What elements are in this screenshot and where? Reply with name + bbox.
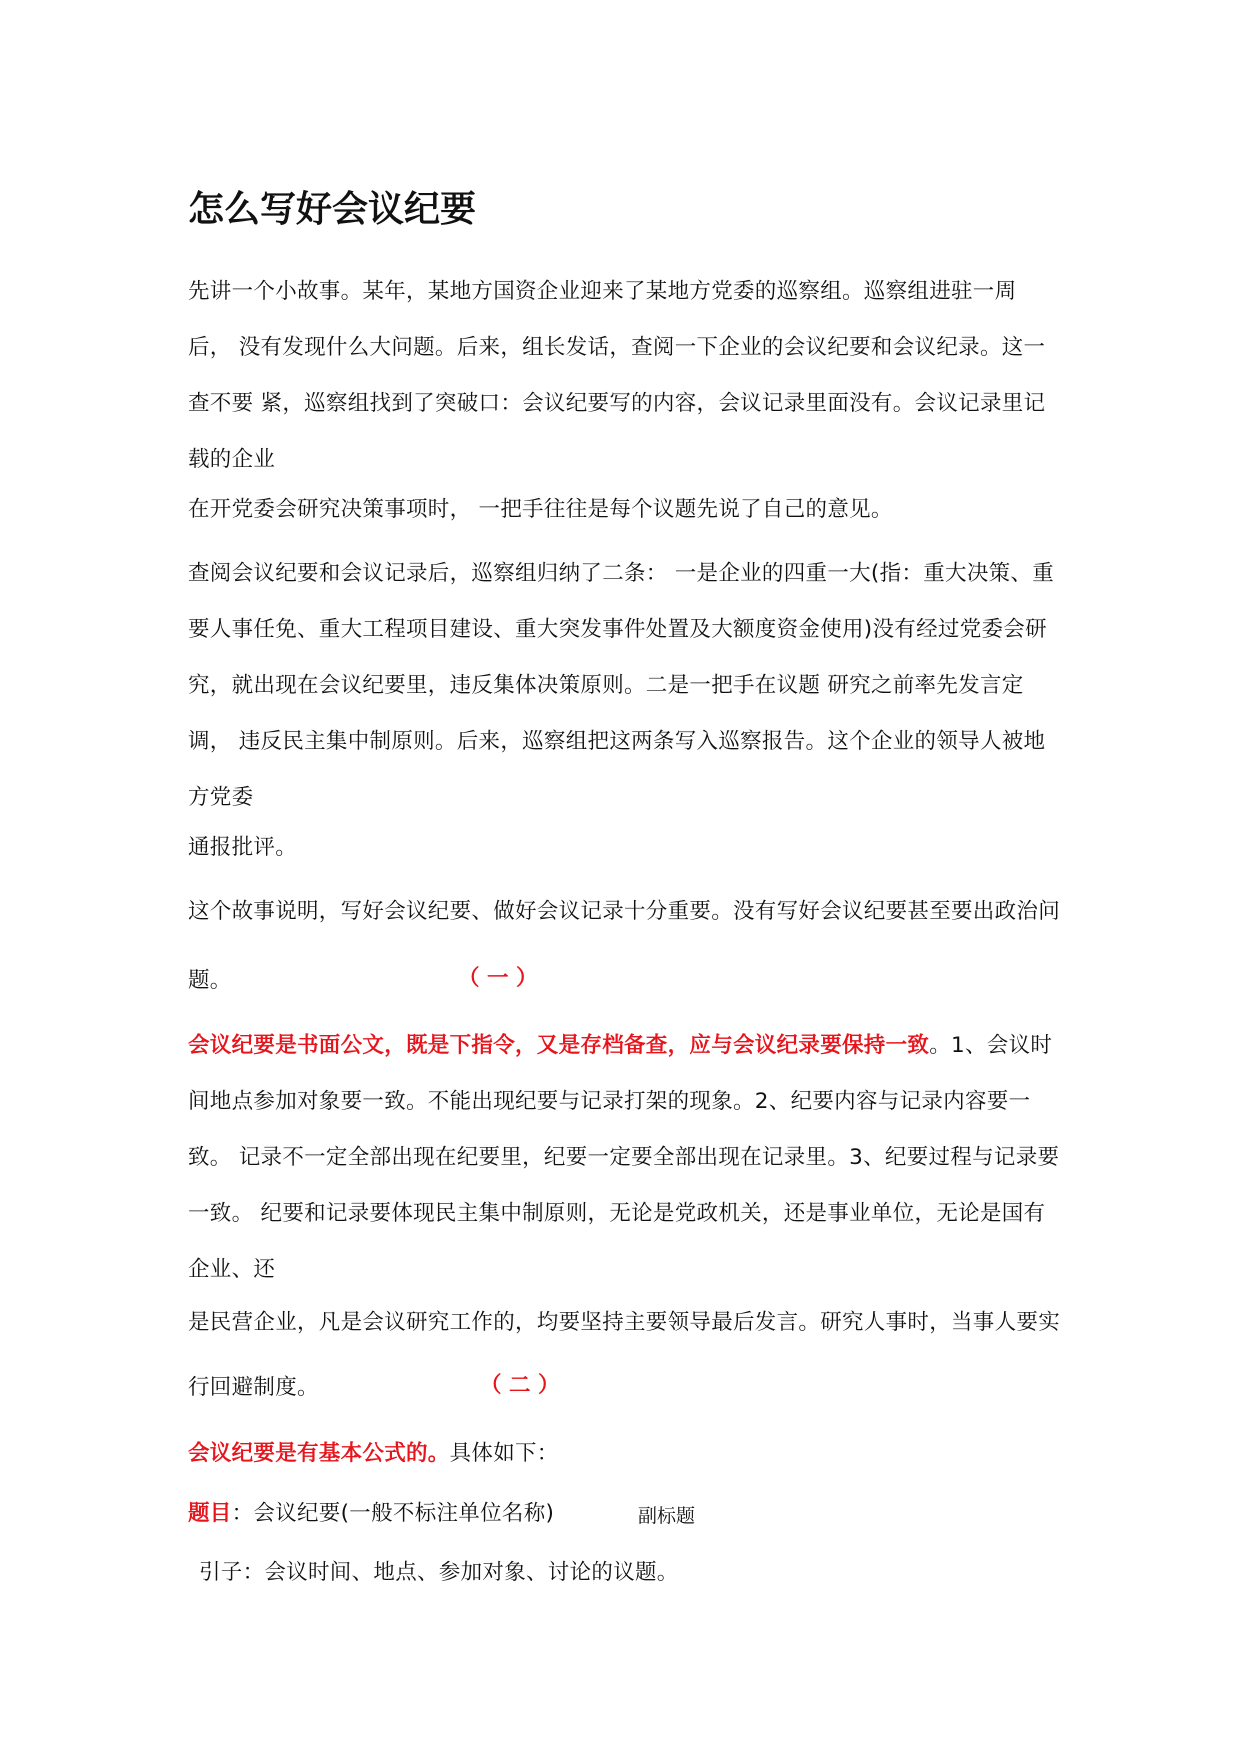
story-line-1: 先讲一个小故事。某年，某地方国资企业迎来了某地方党委的巡察组。巡察组进驻一周 bbox=[188, 279, 1017, 304]
story-line-4: 载的企业 bbox=[188, 447, 276, 472]
section-1-line-1: 间地点参加对象要一致。不能出现纪要与记录打架的现象。2、纪要内容与记录内容要一 bbox=[188, 1089, 1031, 1114]
section-1-lead bbox=[188, 1035, 1052, 1057]
section-1-lead-emphasis: 会议纪要是书面公文，既是下指令，又是存档备查，应与会议纪录要保持一致 bbox=[188, 1033, 930, 1058]
summary-line-5: 方党委 bbox=[188, 785, 254, 810]
conclusion-line-1: 这个故事说明，写好会议纪要、做好会议记录十分重要。没有写好会议纪要甚至要出政治问 bbox=[188, 899, 1061, 924]
formula-title-value: ：会议纪要(一般不标注单位名称) bbox=[231, 1501, 555, 1526]
story-line-2: 后， 没有发现什么大问题。后来，组长发话，查阅一下企业的会议纪要和会议纪录。这一 bbox=[188, 335, 1046, 360]
document-title: 怎么写好会议纪要 bbox=[188, 189, 477, 230]
formula-title-line bbox=[188, 1503, 554, 1525]
summary-line-2: 要人事任免、重大工程项目建设、重大突发事件处置及大额度资金使用)没有经过党委会研 bbox=[188, 617, 1047, 642]
formula-title-label: 题目 bbox=[188, 1501, 232, 1526]
section-2-lead-emphasis: 会议纪要是有基本公式的。 bbox=[188, 1441, 450, 1466]
section-2-lead bbox=[188, 1443, 559, 1465]
section-2-lead-rest: 具体如下： bbox=[449, 1441, 559, 1466]
section-1-line-5: 是民营企业，凡是会议研究工作的，均要坚持主要领导最后发言。研究人事时，当事人要实 bbox=[188, 1310, 1061, 1335]
summary-line-4: 调， 违反民主集中制原则。后来，巡察组把这两条写入巡察报告。这个企业的领导人被地 bbox=[188, 729, 1046, 754]
section-1-line-3: 一致。 纪要和记录要体现民主集中制原则，无论是党政机关，还是事业单位，无论是国有 bbox=[188, 1201, 1046, 1226]
summary-line-1: 查阅会议纪要和会议记录后，巡察组归纳了二条： 一是企业的四重一大(指：重大决策、重 bbox=[188, 561, 1055, 586]
formula-subtitle-label: 副标题 bbox=[638, 1505, 696, 1527]
formula-intro-line: 引子：会议时间、地点、参加对象、讨论的议题。 bbox=[199, 1560, 679, 1585]
section-1-heading: （ 一 ） bbox=[458, 966, 538, 991]
section-1-line-4: 企业、还 bbox=[188, 1257, 276, 1282]
story-line-5: 在开党委会研究决策事项时， 一把手往往是每个议题先说了自己的意见。 bbox=[188, 497, 893, 522]
section-2-heading: （ 二 ） bbox=[480, 1373, 560, 1398]
story-line-3: 查不要 紧，巡察组找到了突破口：会议纪要写的内容，会议记录里面没有。会议记录里记 bbox=[188, 391, 1046, 416]
section-1-last-line: 行回避制度。 bbox=[188, 1375, 319, 1400]
summary-line-3: 究，就出现在会议纪要里，违反集体决策原则。二是一把手在议题 研究之前率先发言定 bbox=[188, 673, 1024, 698]
section-1-lead-rest: 。1、会议时 bbox=[929, 1033, 1053, 1058]
conclusion-line-2: 题。 bbox=[188, 968, 232, 993]
section-1-line-2: 致。 记录不一定全部出现在纪要里，纪要一定要全部出现在记录里。3、纪要过程与记录要 bbox=[188, 1145, 1060, 1170]
summary-line-6: 通报批评。 bbox=[188, 835, 298, 860]
